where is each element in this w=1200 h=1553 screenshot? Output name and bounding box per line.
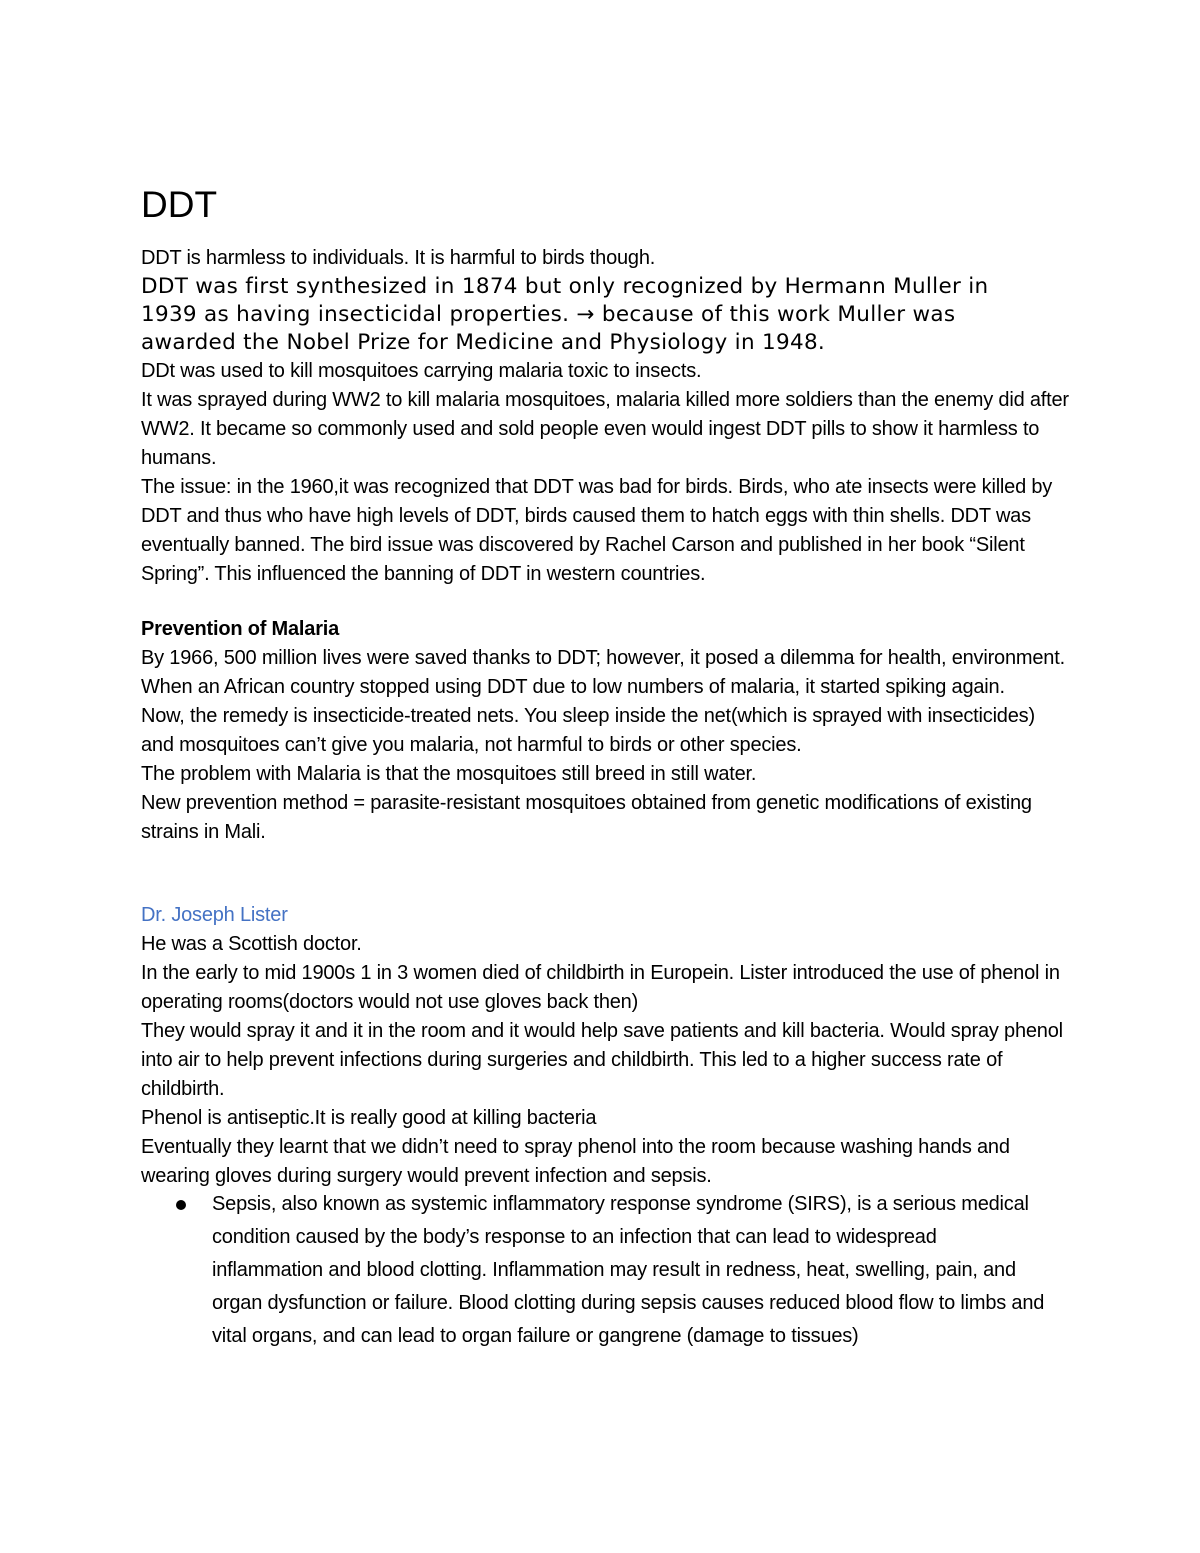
intro-large-line: 1939 as having insecticidal properties. → because of this work Muller was [141,302,956,327]
lister-paragraph: In the early to mid 1900s 1 in 3 women died of childbirth in Europein. Lister introduced the use of phenol in operating rooms(doctors would not use gloves back then) [141,962,1060,1013]
lister-paragraph: They would spray it and it in the room and it would help save patients and kill bacteria. Would spray phenol into air to help prevent infections during surgeries and childbirth. This led to a higher success rate of childbirth. [141,1020,1063,1100]
list-item [169,1188,1049,1353]
bullet-icon [176,1200,186,1210]
intro-large-line: awarded the Nobel Prize for Medicine and Physiology in 1948. [141,330,826,355]
intro-paragraph: The issue: in the 1960,it was recognized that DDT was bad for birds. Birds, who ate insects were killed by DDT and thus who have high levels of DDT, birds caused them to hatch eggs with thin shells. DDT was eventually banned. The bird issue was discovered by Rachel Carson and published in her book “Silent Spring”. This influenced the banning of DDT in western countries. [141,476,1053,585]
intro-paragraph: It was sprayed during WW2 to kill malaria mosquitoes, malaria killed more soldiers than the enemy did after WW2. It became so commonly used and sold people even would ingest DDT pills to show it harmless to humans. [141,389,1069,469]
intro-large-line: DDT was first synthesized in 1874 but only recognized by Hermann Muller in [141,274,989,299]
lister-section [141,901,1071,1191]
malaria-paragraph: The problem with Malaria is that the mosquitoes still breed in still water. [141,763,757,785]
malaria-section [141,615,1071,847]
malaria-paragraph: By 1966, 500 million lives were saved thanks to DDT; however, it posed a dilemma for health, environment. When an African country stopped using DDT due to low numbers of malaria, it started spiking again. [141,647,1065,698]
lister-paragraph: Eventually they learnt that we didn’t need to spray phenol into the room because washing hands and wearing gloves during surgery would prevent infection and sepsis. [141,1136,1010,1187]
lister-paragraph: Phenol is antiseptic.It is really good at killing bacteria [141,1107,597,1129]
document-title: DDT [141,184,218,225]
malaria-heading: Prevention of Malaria [141,618,340,640]
intro-paragraph: DDt was used to kill mosquitoes carrying malaria toxic to insects. [141,360,702,382]
sepsis-bullet-list [169,1188,1049,1353]
list-item-text: Sepsis, also known as systemic inflammatory response syndrome (SIRS), is a serious medical condition caused by the body’s response to an infection that can lead to widespread inflammation and blood clotting. Inflammation may result in redness, heat, swelling, pain, and organ dysfunction or failure. Blood clotting during sepsis causes reduced blood flow to limbs and vital organs, and can lead to organ failure or gangrene (damage to tissues) [212,1193,1045,1347]
lister-paragraph: He was a Scottish doctor. [141,933,362,955]
intro-line: DDT is harmless to individuals. It is harmful to birds though. [141,247,656,269]
malaria-paragraph: New prevention method = parasite-resistant mosquitoes obtained from genetic modifications of existing strains in Mali. [141,792,1032,843]
intro-section [141,244,1071,589]
malaria-paragraph: Now, the remedy is insecticide-treated nets. You sleep inside the net(which is sprayed with insecticides) and mosquitoes can’t give you malaria, not harmful to birds or other species. [141,705,1035,756]
lister-heading: Dr. Joseph Lister [141,904,288,926]
